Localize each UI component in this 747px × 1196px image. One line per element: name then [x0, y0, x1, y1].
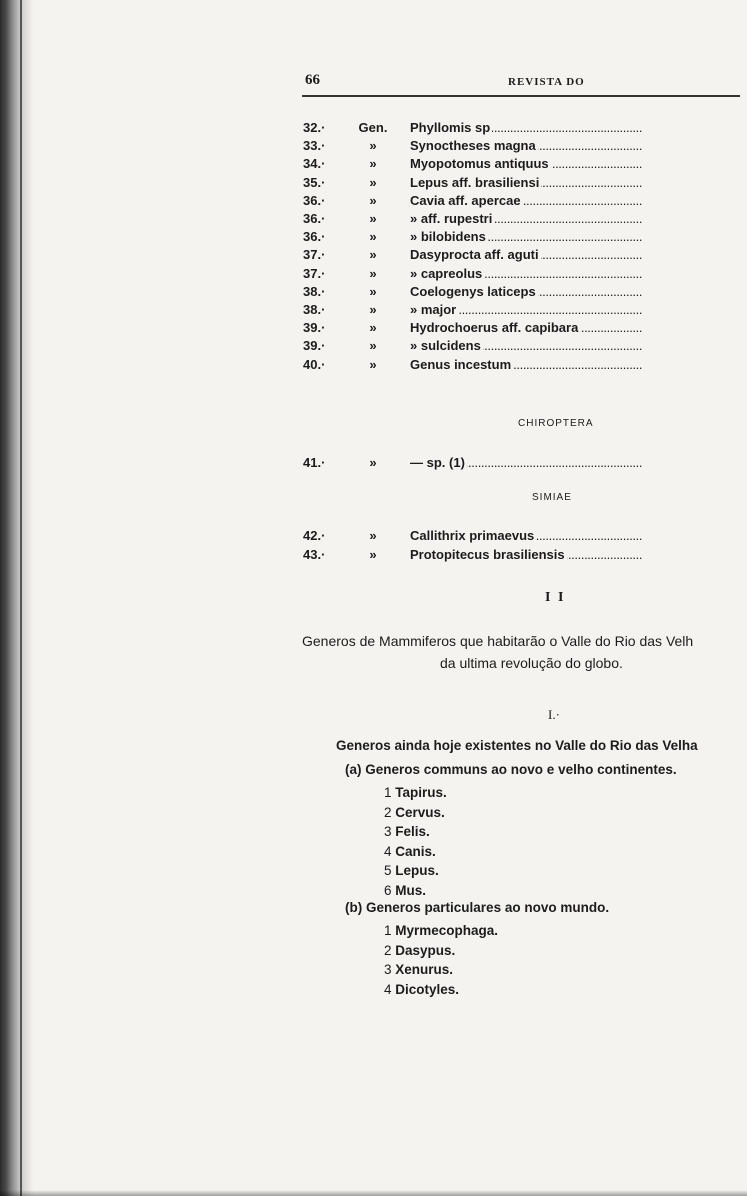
entry-number: 36.· [303, 192, 326, 208]
species-entry [0, 455, 747, 473]
entry-number: 37.· [303, 247, 326, 263]
entry-name: Lepus aff. brasiliensi [410, 174, 540, 190]
entry-genus-marker: » [369, 265, 377, 281]
entry-name-with-leaders [410, 284, 740, 299]
genus-number: 1 [384, 785, 392, 800]
entry-name: Synoctheses magna [410, 138, 536, 154]
entry-number: 39.· [303, 338, 326, 354]
genus-number: 2 [384, 804, 392, 820]
entry-name-with-leaders [410, 211, 740, 226]
entry-name: » aff. rupestri [410, 211, 493, 226]
genus-number: 1 [384, 923, 392, 938]
genus-list-item [384, 785, 447, 800]
genus-name: Xenurus. [395, 962, 454, 977]
genus-number: 2 [384, 942, 392, 958]
group-b-heading [345, 900, 609, 915]
entry-name: Cavia aff. apercae [410, 192, 521, 208]
genus-name: Lepus. [395, 863, 439, 878]
genus-list-item [384, 982, 459, 997]
entry-name-with-leaders [410, 229, 740, 244]
species-entry [0, 229, 747, 247]
entry-name: Myopotomus antiquus [410, 156, 549, 172]
entry-number: 34.· [303, 156, 326, 172]
entry-number: 42.· [303, 528, 326, 543]
part-title-text-1: Generos de Mammiferos que habitarão o Valle do Rio das Velh [302, 633, 694, 649]
species-entry [0, 528, 747, 546]
entry-name-with-leaders [410, 547, 740, 562]
species-entry [0, 320, 747, 338]
entry-genus-marker: » [369, 229, 377, 245]
entry-name-with-leaders [410, 247, 740, 262]
entry-genus-marker: » [369, 192, 377, 208]
group-a-label: (a) [345, 762, 362, 777]
entry-number: 38.· [303, 283, 326, 299]
species-entry [0, 338, 747, 356]
entry-genus-marker: » [369, 247, 377, 263]
entry-number: 39.· [303, 320, 326, 336]
entry-number: 43.· [303, 546, 326, 562]
genus-name: Felis. [395, 824, 430, 839]
part-title-line-2: da ultima revolução do globo. [440, 655, 623, 671]
entry-genus-marker: » [369, 356, 377, 372]
entry-name-with-leaders [410, 357, 740, 372]
entry-name: Callithrix primaevus [410, 528, 535, 543]
entry-number: 38.· [303, 302, 326, 317]
species-entry [0, 266, 747, 284]
species-entry [0, 156, 747, 174]
entry-genus-marker: » [369, 338, 377, 354]
bottom-shadow [0, 1190, 747, 1196]
entry-name: — sp. (1) [410, 455, 465, 470]
genus-name: Canis. [395, 843, 436, 859]
header-rule [302, 95, 740, 97]
running-title: REVISTA DO [508, 76, 585, 88]
genus-list-item [384, 883, 426, 898]
entry-name: » major [410, 302, 457, 317]
entry-number: 35.· [303, 174, 326, 190]
entry-name: Dasyprocta aff. aguti [410, 247, 539, 263]
genus-number: 4 [384, 981, 392, 997]
entry-name-with-leaders [410, 193, 740, 208]
genus-number: 4 [384, 843, 392, 859]
entry-genus-marker: » [369, 455, 377, 470]
entry-name-with-leaders [410, 302, 740, 317]
entry-genus-marker: » [369, 320, 377, 336]
entry-name-with-leaders [410, 455, 740, 470]
genus-list-item [384, 844, 436, 859]
section-number-roman: I I [545, 590, 566, 605]
entry-number: 32.· [303, 120, 326, 135]
entry-name: Phyllomis sp [410, 120, 491, 135]
species-entry [0, 357, 747, 375]
group-b-label: (b) [345, 900, 363, 915]
genus-name: Tapirus. [395, 785, 447, 800]
species-entry [0, 284, 747, 302]
species-entry [0, 211, 747, 229]
species-entry [0, 302, 747, 320]
entry-number: 37.· [303, 265, 326, 281]
species-entry [0, 547, 747, 565]
entry-name-with-leaders [410, 138, 740, 153]
species-entry [0, 247, 747, 265]
group-a-text: Generos communs ao novo e velho continentes. [365, 762, 677, 777]
entry-genus-marker: » [369, 174, 377, 190]
part-title-line-1 [302, 633, 693, 649]
entry-genus-marker: Gen. [358, 120, 388, 135]
group-b-text: Generos particulares ao novo mundo. [366, 900, 610, 915]
subsection-title: Generos ainda hoje existentes no Valle do Rio das Velha [336, 738, 698, 753]
entry-genus-marker: » [369, 302, 377, 317]
entry-number: 36.· [303, 229, 326, 245]
entry-name: Genus incestum [410, 356, 512, 372]
entry-number: 33.· [303, 138, 326, 154]
entry-name-with-leaders [410, 320, 740, 335]
species-entry [0, 175, 747, 193]
page-number: 66 [305, 72, 320, 88]
subsection-number: I.· [548, 707, 560, 722]
group-a-heading [345, 762, 677, 777]
entry-name: Protopitecus brasiliensis [410, 546, 565, 562]
entry-genus-marker: » [369, 528, 377, 543]
section-heading-simiae: SIMIAE [532, 492, 572, 503]
genus-name: Mus. [395, 882, 427, 898]
species-entry [0, 138, 747, 156]
entry-name-with-leaders [410, 266, 740, 281]
entry-name: » sulcidens [410, 338, 481, 354]
species-entry [0, 120, 747, 138]
entry-name-with-leaders [410, 156, 740, 171]
entry-name-with-leaders [410, 338, 740, 353]
genus-name: Cervus. [395, 804, 445, 820]
genus-list-item [384, 805, 445, 820]
genus-number: 3 [384, 962, 392, 977]
genus-list-item [384, 923, 498, 938]
entry-name-with-leaders [410, 120, 740, 135]
entry-genus-marker: » [369, 156, 377, 172]
genus-number: 3 [384, 824, 392, 839]
genus-name: Dasypus. [395, 942, 456, 958]
entry-number: 40.· [303, 356, 326, 372]
entry-name-with-leaders [410, 175, 740, 190]
entry-number: 41.· [303, 455, 326, 470]
entry-name: » bilobidens [410, 229, 486, 245]
entry-number: 36.· [303, 211, 326, 226]
genus-list-item [384, 863, 439, 878]
genus-number: 6 [384, 882, 392, 898]
genus-number: 5 [384, 863, 392, 878]
entry-name-with-leaders [410, 528, 740, 543]
genus-name: Dicotyles. [395, 981, 460, 997]
genus-name: Myrmecophaga. [395, 923, 499, 938]
entry-genus-marker: » [369, 546, 377, 562]
genus-list-item [384, 962, 453, 977]
entry-name: Coelogenys laticeps [410, 283, 536, 299]
species-entry [0, 193, 747, 211]
entry-genus-marker: » [369, 211, 377, 226]
entry-name: » capreolus [410, 265, 483, 281]
entry-genus-marker: » [369, 138, 377, 154]
entry-genus-marker: » [369, 283, 377, 299]
entry-name: Hydrochoerus aff. capibara [410, 320, 579, 336]
section-heading-chiroptera: CHIROPTERA [518, 418, 594, 429]
genus-list-item [384, 824, 430, 839]
genus-list-item [384, 943, 455, 958]
